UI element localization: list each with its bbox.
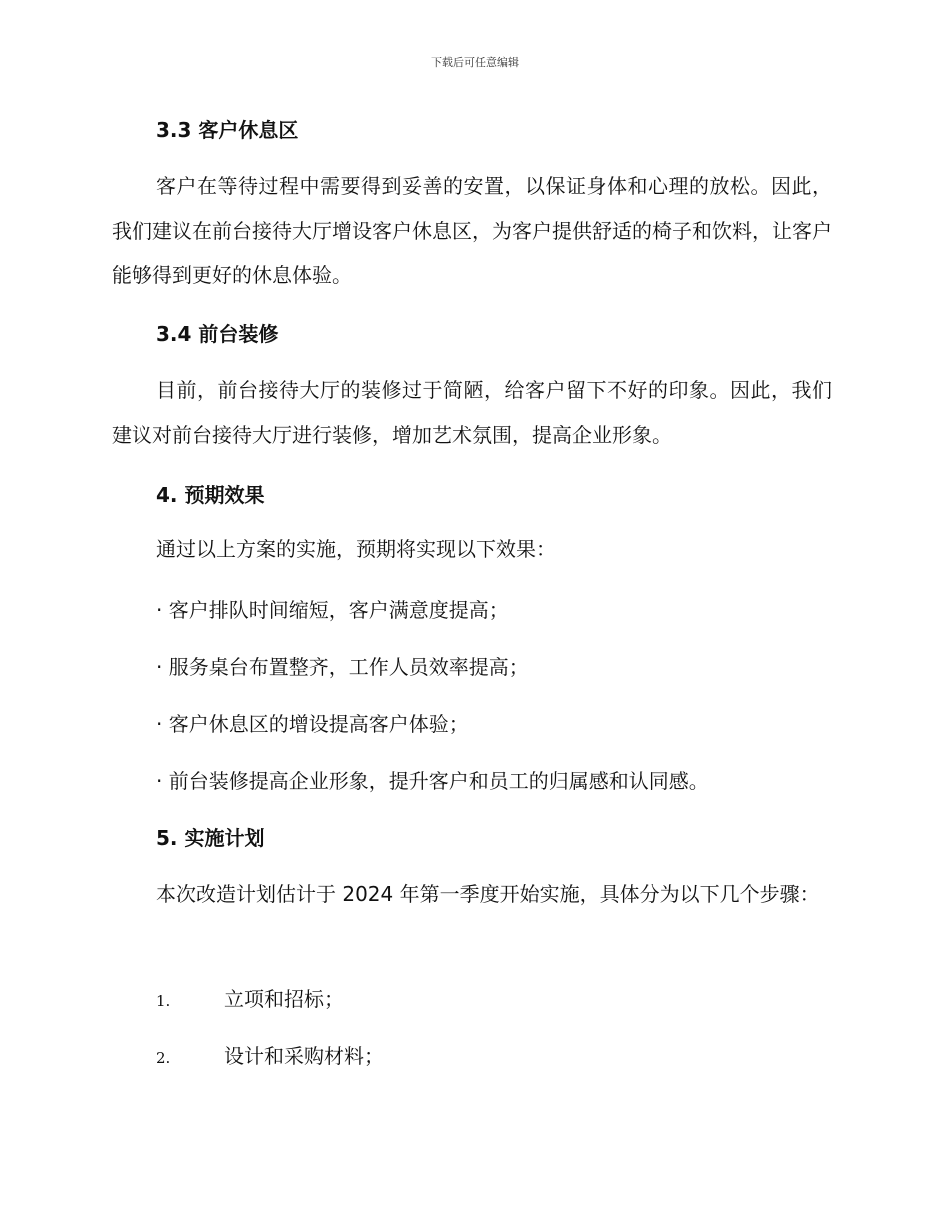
- list-number: 1.: [156, 992, 171, 1010]
- list-item: · 客户休息区的增设提高客户体验；: [156, 712, 469, 736]
- numbered-list-item: [156, 983, 344, 1012]
- numbered-list-item: [156, 1040, 384, 1069]
- section-intro-4: 通过以上方案的实施，预期将实现以下效果：: [156, 537, 556, 561]
- section-heading-5: 5. 实施计划: [156, 826, 265, 850]
- section-body-3-3: 客户在等待过程中需要得到妥善的安置，以保证身体和心理的放松。因此，我们建议在前台接待大厅增设客户休息区，为客户提供舒适的椅子和饮料，让客户能够得到更好的休息体验。: [112, 174, 832, 287]
- section-heading-4: 4. 预期效果: [156, 483, 265, 507]
- list-item-text: 设计和采购材料；: [224, 1044, 384, 1068]
- section-body-3-4: 目前，前台接待大厅的装修过于简陋，给客户留下不好的印象。因此，我们建议对前台接待大厅进行装修，增加艺术氛围，提高企业形象。: [112, 378, 832, 447]
- list-item-text: 立项和招标；: [224, 987, 344, 1011]
- header-note: 下载后可任意编辑: [431, 56, 519, 69]
- section-heading-3-4: 3.4 前台装修: [156, 322, 279, 346]
- list-item: · 前台装修提高企业形象，提升客户和员工的归属感和认同感。: [156, 769, 709, 793]
- section-intro-5: 本次改造计划估计于 2024 年第一季度开始实施，具体分为以下几个步骤：: [156, 882, 820, 906]
- section-heading-3-3: 3.3 客户休息区: [156, 118, 299, 142]
- list-item: · 客户排队时间缩短，客户满意度提高；: [156, 598, 509, 622]
- list-number: 2.: [156, 1049, 171, 1067]
- list-item: · 服务桌台布置整齐，工作人员效率提高；: [156, 655, 529, 679]
